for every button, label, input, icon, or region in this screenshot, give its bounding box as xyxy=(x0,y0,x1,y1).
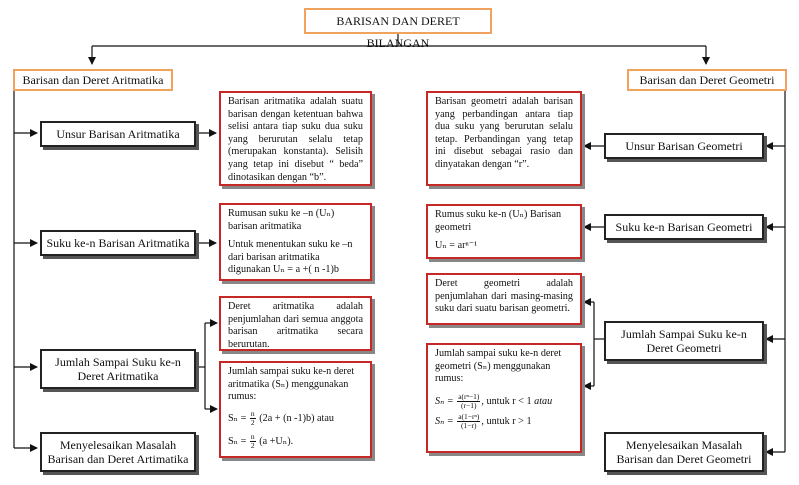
desc-text: Jumlah sampai suku ke-n deret aritmatika (Sₙ) menggunakan rumus: xyxy=(228,366,355,403)
diagram-title: BARISAN DAN DERET BILANGAN xyxy=(304,8,492,34)
desc-unsur-geometri xyxy=(426,91,582,186)
node-label: Unsur Barisan Aritmatika xyxy=(56,127,180,141)
node-label-line2: Deret Geometri xyxy=(646,341,722,355)
node-masalah-aritmatika xyxy=(40,432,196,472)
fraction-denominator: (1−r) xyxy=(461,420,477,430)
node-jumlah-aritmatika xyxy=(40,349,196,389)
formula-lhs: Sₙ = xyxy=(228,412,247,424)
fraction xyxy=(250,433,256,450)
formula-sn-geo-2 xyxy=(435,412,573,432)
fraction-numerator: a(1−rⁿ) xyxy=(458,411,480,421)
node-suku-geometri xyxy=(604,214,764,240)
node-label-line2: Deret Aritmatika xyxy=(77,369,159,383)
fraction-denominator: (r−1) xyxy=(461,400,477,410)
desc-text: Rumusan suku ke –n (Uₙ) barisan aritmatika xyxy=(228,208,335,232)
desc-jumlah-aritmatika xyxy=(219,361,372,458)
desc-text: Rumus suku ke-n (Uₙ) Barisan geometri xyxy=(435,209,562,233)
node-suku-aritmatika xyxy=(40,230,196,256)
left-header: Barisan dan Deret Aritmatika xyxy=(13,69,173,91)
desc-unsur-aritmatika xyxy=(219,91,372,186)
formula-sn-geo-1 xyxy=(435,392,573,412)
formula-sn-2 xyxy=(228,433,363,450)
fraction xyxy=(457,413,480,430)
formula-lhs: Sₙ = xyxy=(228,435,247,447)
formula-rhs: , untuk r > 1 xyxy=(481,415,532,427)
fraction xyxy=(457,393,480,410)
fraction-numerator: n xyxy=(250,431,255,441)
node-label-line1: Menyelesaikan Masalah xyxy=(625,438,743,452)
desc-text: Jumlah sampai suku ke-n deret geometri (Sₙ) menggunakan rumus: xyxy=(435,348,562,385)
fraction-numerator: n xyxy=(250,408,255,418)
node-label-line2: Barisan dan Deret Geometri xyxy=(616,452,752,466)
desc-text: Barisan aritmatika adalah suatu barisan dengan ketentuan bahwa selisi antara tiap suku dua suku yang berurutan selalu tetap (merupakan konstanta). Selisih yang tetap ini disebut “ beda” dinotasikan dengan “b”. xyxy=(228,96,363,183)
desc-deret-aritmatika xyxy=(219,296,372,351)
fraction xyxy=(250,410,256,427)
formula-tail: atau xyxy=(534,395,553,407)
desc-formula: Uₙ = arⁿ⁻¹ xyxy=(435,240,478,252)
node-label: Unsur Barisan Geometri xyxy=(625,139,743,153)
desc-jumlah-geometri xyxy=(426,343,582,453)
node-unsur-aritmatika xyxy=(40,121,196,147)
right-header: Barisan dan Deret Geometri xyxy=(627,69,787,91)
node-label-line1: Jumlah Sampai Suku ke-n xyxy=(55,355,181,369)
node-label-line2: Barisan dan Deret Artimatika xyxy=(47,452,189,466)
formula-sn-1 xyxy=(228,410,363,427)
desc-suku-aritmatika xyxy=(219,203,372,281)
node-label: Suku ke-n Barisan Aritmatika xyxy=(46,236,190,250)
desc-text: Deret aritmatika adalah penjumlahan dari semua anggota barisan aritmatika secara berurutan. xyxy=(228,301,363,350)
formula-rhs: (a +Uₙ). xyxy=(259,435,294,447)
node-unsur-geometri xyxy=(604,133,764,159)
node-jumlah-geometri xyxy=(604,321,764,361)
formula-lhs: Sₙ = xyxy=(435,415,454,427)
node-masalah-geometri xyxy=(604,432,764,472)
desc-suku-geometri xyxy=(426,204,582,259)
formula-lhs: Sₙ = xyxy=(435,395,454,407)
formula-rhs: (2a + (n -1)b) atau xyxy=(259,412,334,424)
formula-rhs: , untuk r < 1 xyxy=(481,395,532,407)
node-label-line1: Menyelesaikan Masalah xyxy=(59,438,177,452)
fraction-denominator: 2 xyxy=(250,417,255,427)
desc-formula: Untuk menentukan suku ke –n dari barisan aritmatika digunakan Uₙ = a +( n -1)b xyxy=(228,239,353,276)
desc-deret-geometri xyxy=(426,273,582,325)
desc-text: Barisan geometri adalah barisan yang perbandingan antara tiap dua suku yang berurutan selalu tetap. Perbandingan yang tetap ini disebut sebagai rasio dan dinyatakan dengan “r”. xyxy=(435,96,573,170)
fraction-denominator: 2 xyxy=(250,440,255,450)
node-label-line1: Jumlah Sampai Suku ke-n xyxy=(621,327,747,341)
node-label: Suku ke-n Barisan Geometri xyxy=(615,220,753,234)
desc-text: Deret geometri adalah penjumlahan dari masing-masing suku dari suatu barisan geometri. xyxy=(435,278,573,315)
fraction-numerator: a(rⁿ−1) xyxy=(458,391,480,401)
